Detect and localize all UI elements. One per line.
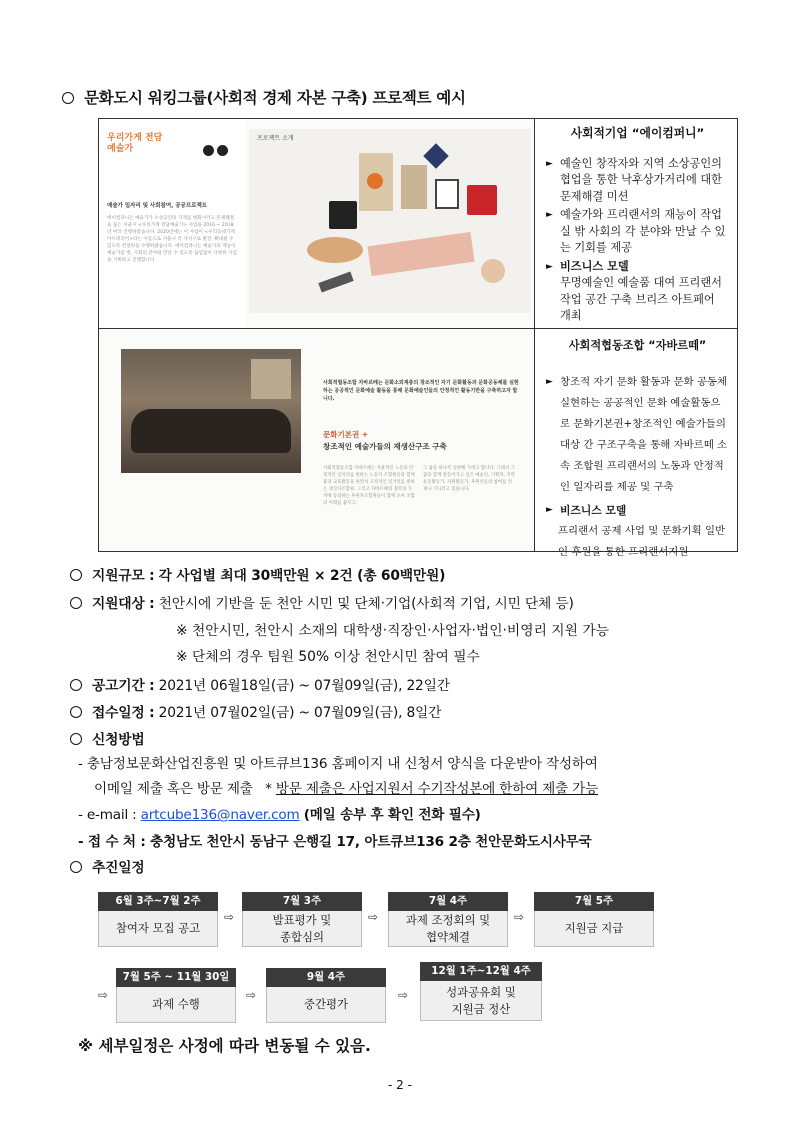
schedule-step-4	[534, 892, 654, 947]
red-mug-shape	[467, 185, 497, 215]
arrow-right-icon: ⇨	[368, 910, 379, 924]
method-note: 방문 제출은 사업지원서 수기작성본에 한하여 제출 가능	[275, 781, 598, 797]
method-text-1: - 충남정보문화산업진흥원 및 아트큐브136 홈페이지 내 신청서 양식을 다운받아 작성하여	[78, 756, 598, 772]
facebook-icon[interactable]	[217, 145, 228, 156]
step-task: 발표평가 및 종합심의	[242, 911, 362, 947]
black-mug-shape	[329, 201, 357, 229]
jabarte-description	[536, 329, 737, 558]
sns-icons	[203, 145, 228, 156]
orange-circle-shape	[367, 173, 383, 189]
example-row-jabarte	[99, 329, 737, 558]
target-text: 천안시에 기반을 둔 천안 시민 및 단체‧기업(사회적 기업, 시민 단체 등)	[158, 596, 574, 612]
acompany-section-label: 프로젝트 소개	[257, 135, 294, 142]
instagram-icon[interactable]	[203, 145, 214, 156]
jabarte-bullet-1	[546, 372, 729, 498]
arrow-right-icon: ⇨	[398, 988, 409, 1002]
acompany-left-panel	[99, 119, 245, 328]
badge-shape	[423, 143, 448, 168]
scale-label: 지원규모 :	[92, 568, 155, 584]
receipt-period	[70, 701, 441, 721]
application-method	[70, 728, 145, 748]
scale-text: 각 사업별 최대 30백만원 × 2건 (총 60백만원)	[158, 568, 446, 584]
window-light-shape	[251, 359, 291, 399]
bullet-text: 예술가와 프리랜서의 재능이 작업실 밖 사회의 각 분야와 만날 수 있는 기회를 제공	[560, 208, 726, 254]
acompany-image-body: 에이컴퍼니는 예술가가 소상공인의 가게를 변화시키고 문제해결을 돕는 서울시 <우리가게 전담예술가> 사업을 2016 ~ 2018년 여러 진행하였습니다. 2020년에는 이 사업이 <우리동네가게 아트테리어>라는 이름으로 서울시 각 자치구로 발전, 확대될 수 있도록 컨설팅을 수행하였습니다. 에이컴퍼니는 예술가의 재능이 예술가를 벗, 사회의 분야와 만날 수 있도록 끊임없이 다양한 사업을 기획하고 진행합니다.	[107, 216, 237, 263]
acompany-image	[99, 119, 535, 328]
office-line	[78, 830, 592, 850]
frame-shape	[435, 179, 459, 209]
office-text: 충청남도 천안시 동남구 은행길 17, 아트큐브136 2층 천안문화도시사무국	[150, 834, 592, 850]
jabarte-model-text: 프리랜서 공제 사업 및 문화기획 일반인 후원을 통한 프리랜서지원	[558, 525, 726, 558]
acompany-bullet-1	[546, 156, 729, 206]
method-text-2-main: 이메일 제출 혹은 방문 제출	[94, 781, 253, 797]
acompany-title: 사회적기업 “에이컴퍼니”	[570, 126, 705, 140]
plate-shape	[307, 237, 363, 263]
method-text-2	[94, 777, 598, 797]
schedule-step-6	[266, 968, 386, 1023]
triangle-bullet-icon: ►	[546, 261, 553, 272]
step-task: 지원금 지급	[534, 911, 654, 947]
schedule-heading	[70, 856, 145, 876]
examples-table	[98, 118, 738, 558]
method-label: 신청방법	[92, 732, 145, 748]
target-note-2: ※ 단체의 경우 팀원 50% 이상 천안시민 참여 필수	[176, 649, 480, 665]
jabarte-image-col-1: 사회적협동조합 자바르떼는 자율적인 노동과 안정적인 일자리를 원하는 노동자 조합원들과 함께 용과 교육활동을 하면서 고정적인 일거리를 원하는 생산자조합원, 그리고 자바르떼의 철학과 가치에 동의하는 후원자조합원들이 함께 모여 조합의 미래를 꿈꾸고,	[323, 466, 415, 506]
step-period: 12월 1주~12월 4주	[420, 962, 542, 981]
triangle-bullet-icon: ►	[546, 158, 553, 169]
disc-shape	[481, 259, 505, 283]
page-number: - 2 -	[388, 1078, 412, 1092]
page-heading	[62, 86, 466, 108]
schedule-step-1	[98, 892, 218, 947]
step-period: 7월 4주	[388, 892, 508, 911]
office-label: - 접 수 처 :	[78, 834, 146, 850]
jabarte-image-headline: 사회적협동조합 자바르떼는 문화소외계층의 창조적인 자기 문화활동과 문화공동체를 실현하는 공공적인 문화예술 활동을 통해 문화예술인들의 안정적인 활동기반을 구축하고자 합니다.	[323, 380, 519, 402]
jabarte-title: 사회적협동조합 “자바르떼”	[568, 339, 707, 352]
step-period: 7월 3주	[242, 892, 362, 911]
schedule-step-2	[242, 892, 362, 947]
schedule-label: 추진일정	[92, 860, 145, 876]
acompany-model-text: 무명예술인 예술품 대여 프리랜서 작업 공간 구축 브리즈 아트페어 개최	[560, 276, 722, 322]
final-note: ※ 세부일정은 사정에 따라 변동될 수 있음.	[78, 1037, 371, 1055]
people-group-shape	[131, 409, 291, 453]
triangle-bullet-icon: ►	[546, 377, 553, 387]
mat-shape	[367, 232, 474, 276]
circle-bullet-icon	[70, 569, 82, 581]
acompany-product-photo	[249, 129, 531, 313]
circle-bullet-icon	[70, 733, 82, 745]
notice-text: 2021년 06월18일(금) ~ 07월09일(금), 22일간	[158, 678, 450, 694]
triangle-bullet-icon: ►	[546, 505, 553, 515]
acompany-bullet-2	[546, 207, 729, 257]
circle-bullet-icon	[70, 679, 82, 691]
method-note-mark: *	[265, 781, 272, 797]
acompany-description	[536, 119, 737, 328]
email-note: (메일 송부 후 확인 전화 필수)	[303, 807, 481, 823]
bullet-text: 예술인 창작자와 지역 소상공인의 협업을 통한 낙후상가거리에 대한 문제해결 미션	[560, 156, 722, 203]
acompany-model-label	[546, 259, 729, 276]
triangle-bullet-icon: ►	[546, 210, 553, 220]
step-task: 과제 조정회의 및 협약체결	[388, 911, 508, 947]
model-label-text: 비즈니스 모델	[560, 259, 629, 273]
email-link[interactable]: artcube136@naver.com	[140, 807, 300, 823]
arrow-right-icon: ⇨	[246, 988, 257, 1002]
circle-bullet-icon	[70, 706, 82, 718]
circle-bullet-icon	[62, 92, 74, 104]
pouch-shape	[401, 165, 427, 209]
arrow-right-icon: ⇨	[224, 910, 235, 924]
acompany-logo: 우리가게 전담예술가	[107, 133, 163, 154]
step-task: 참여자 모집 공고	[98, 911, 218, 947]
target-label: 지원대상 :	[92, 596, 155, 612]
acompany-image-subtitle: 예술가 일자리 및 사회참여, 공공프로젝트	[107, 203, 208, 209]
circle-bullet-icon	[70, 597, 82, 609]
model-label-text: 비즈니스 모델	[560, 504, 627, 517]
circle-bullet-icon	[70, 861, 82, 873]
subtitle-line-2: 창조적인 예술가들의 재생산구조 구축	[323, 442, 447, 451]
arrow-right-icon: ⇨	[514, 910, 525, 924]
step-period: 7월 5주	[534, 892, 654, 911]
step-task: 과제 수행	[116, 987, 236, 1023]
step-period: 9월 4주	[266, 968, 386, 987]
support-scale	[70, 564, 445, 584]
step-period: 6월 3주~7월 2주	[98, 892, 218, 911]
arrow-right-icon: ⇨	[98, 988, 109, 1002]
receipt-label: 접수일정 :	[92, 705, 155, 721]
notice-label: 공고기간 :	[92, 678, 155, 694]
support-target	[70, 592, 574, 612]
jabarte-image-subtitle	[323, 429, 519, 453]
example-row-acompany	[99, 119, 737, 329]
heading-text: 문화도시 워킹그룹(사회적 경제 자본 구축) 프로젝트 예시	[84, 89, 466, 107]
step-task: 성과공유회 및 지원금 정산	[420, 981, 542, 1021]
schedule-step-7	[420, 962, 542, 1021]
email-line	[78, 803, 481, 823]
bullet-text: 창조적 자기 문화 활동과 문화 공동체 실현하는 공공적인 문화 예술활동으로 문화기본권+창조적인 예술가들의 대상 간 구조구축을 통해 자바르떼 소속 조합원 프리랜서의 노동과 안정적인 일자리를 제공 및 구축	[560, 376, 728, 493]
schedule-step-5	[116, 968, 236, 1023]
receipt-text: 2021년 07월02일(금) ~ 07월09일(금), 8일간	[158, 705, 442, 721]
jabarte-model-label	[546, 500, 729, 521]
step-task: 중간평가	[266, 987, 386, 1023]
subtitle-line-1: 문화기본권 +	[323, 430, 369, 439]
jabarte-image	[99, 329, 535, 551]
step-period: 7월 5주 ~ 11월 30일	[116, 968, 236, 987]
email-label: - e-mail :	[78, 807, 137, 823]
target-note-1: ※ 천안시민, 천안시 소재의 대학생‧직장인‧사업자‧법인‧비영리 지원 가능	[176, 623, 609, 639]
notice-period	[70, 674, 450, 694]
scissors-shape	[318, 271, 353, 292]
schedule-step-3	[388, 892, 508, 947]
jabarte-image-col-2: 그 꿈을 하나씩 실현해 가려고 합니다. 그래서 그 꿈을 함께 만들어가고 싶은 예술인, 기획자, 지역운동활동가, 자원활동가, 후원인들의 참여를 언제나 기다리고 있습니다.	[423, 466, 515, 492]
jabarte-group-photo	[121, 349, 301, 473]
